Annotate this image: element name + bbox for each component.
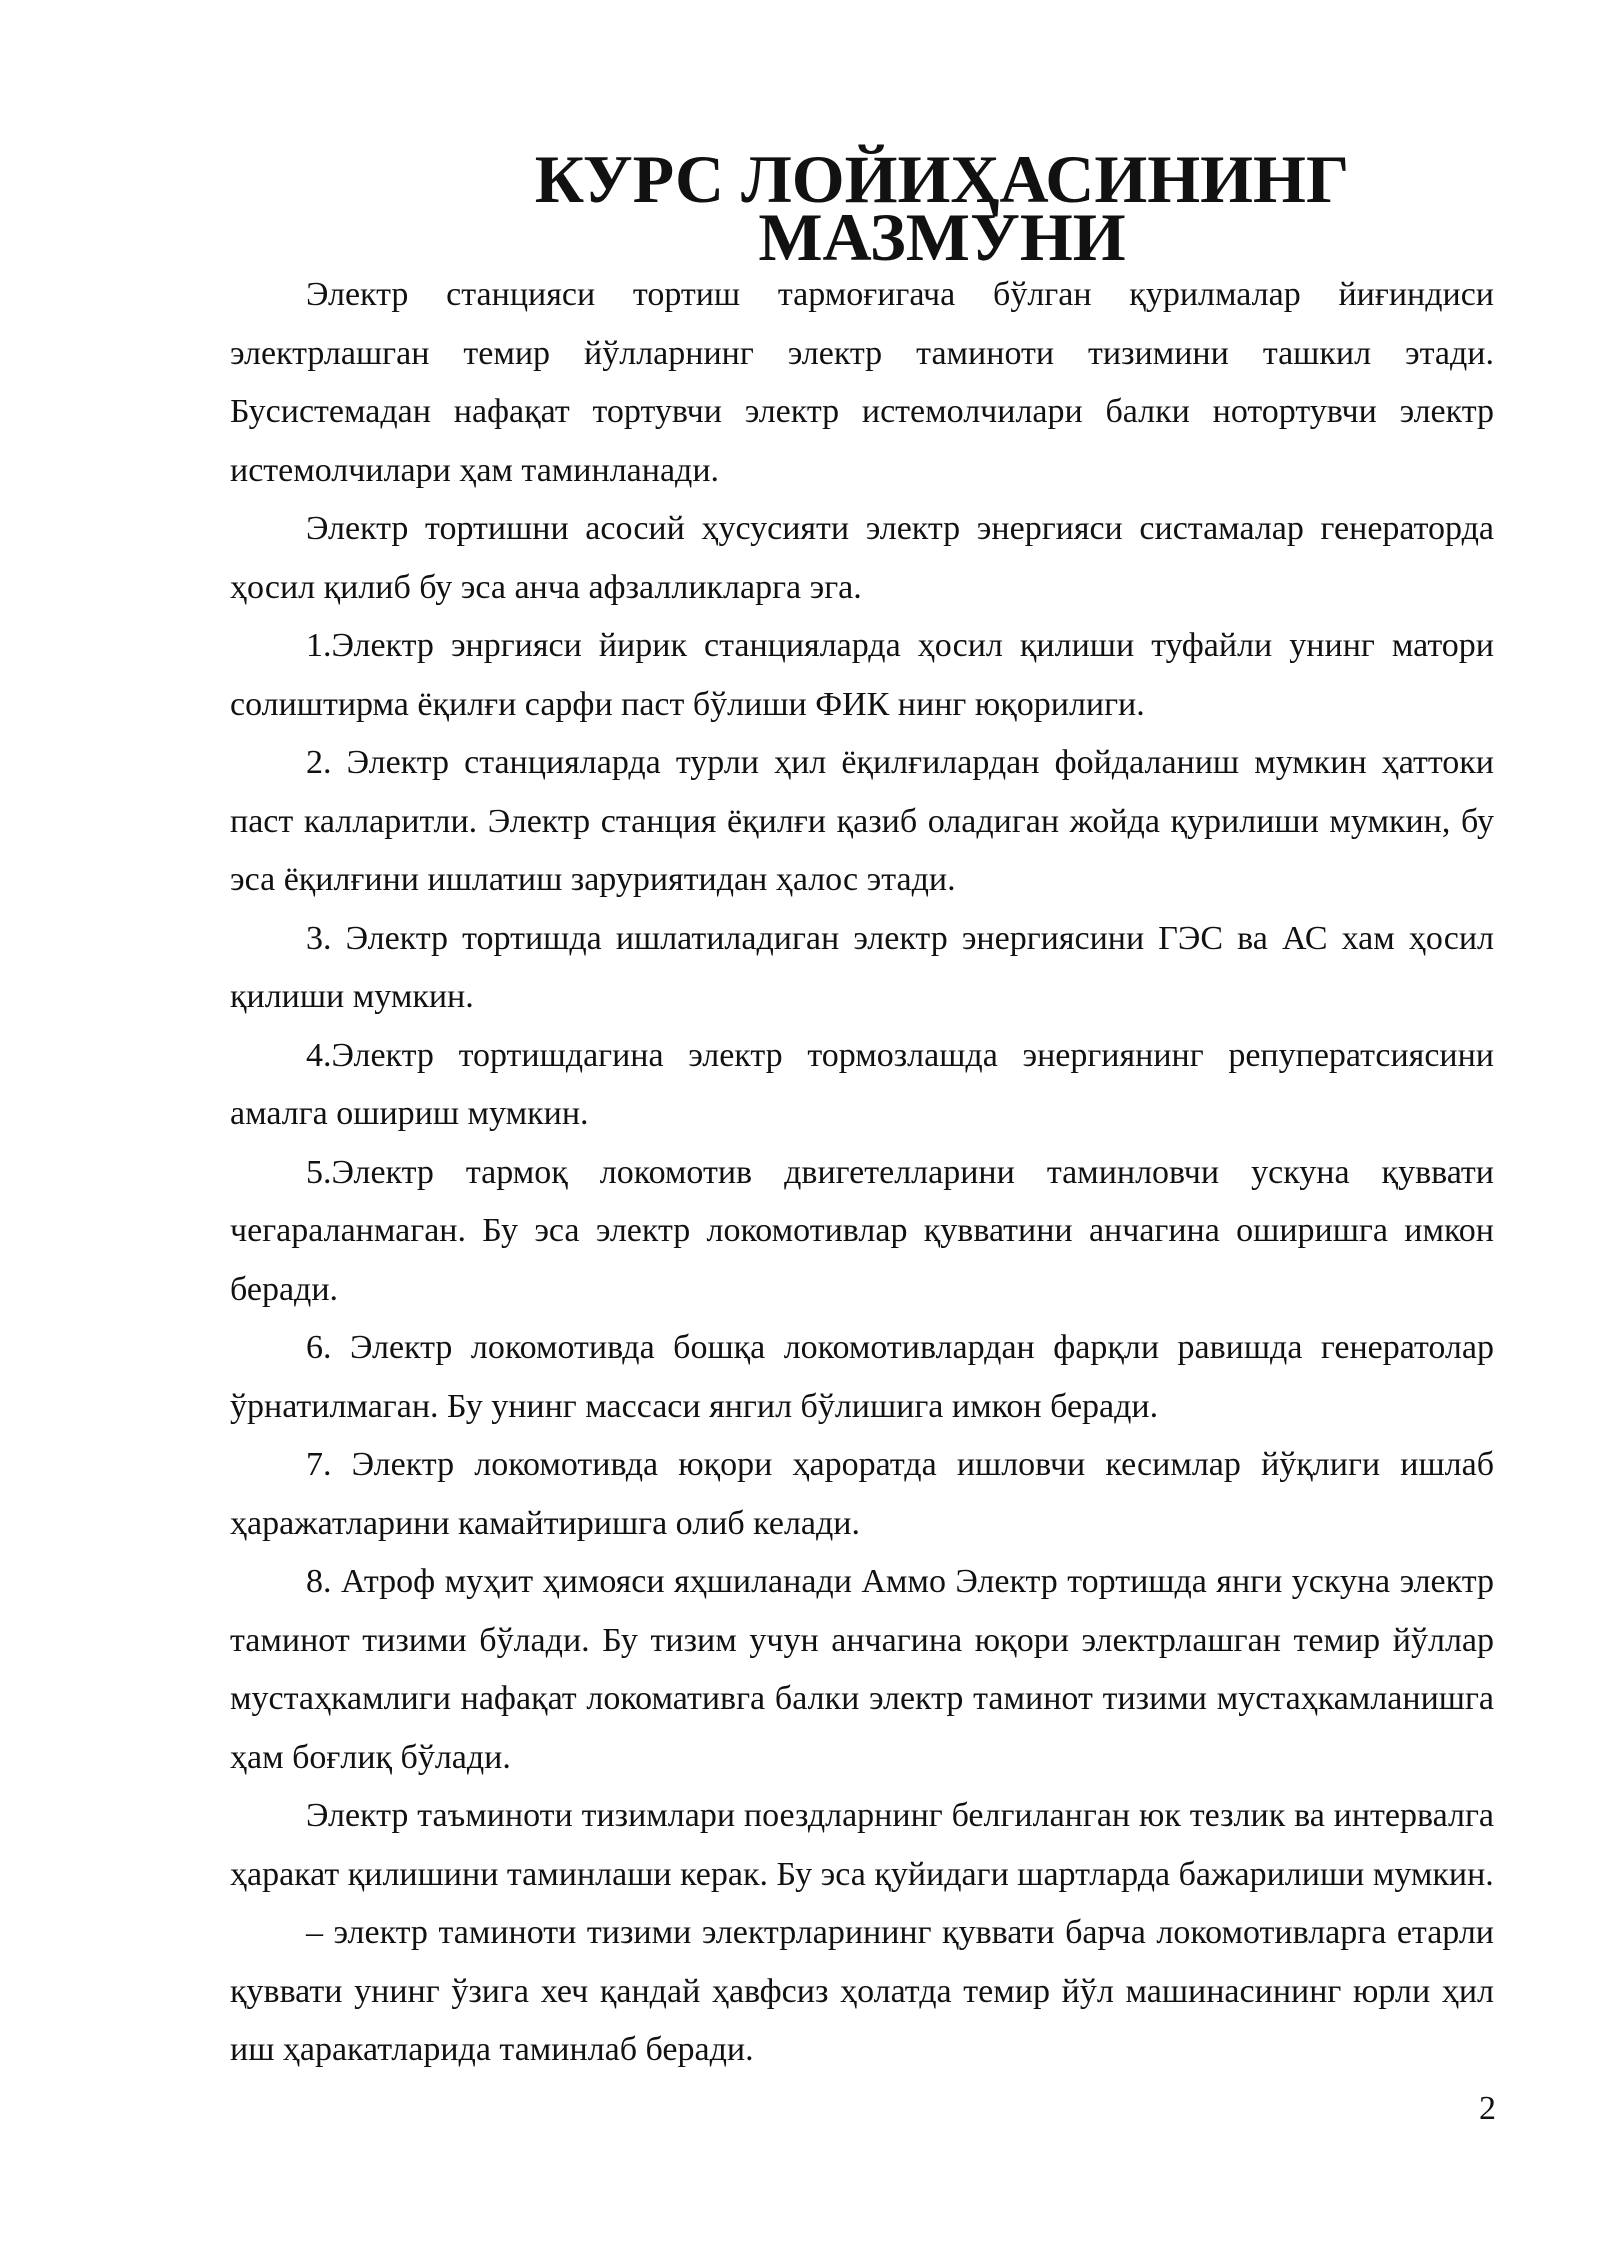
paragraph: 6. Электр локомотивда бошқа локомотивлардан фарқли равишда генератолар ўрнатилмаган. Бу унинг массаси янгил бўлишига имкон беради. [230, 1329, 1494, 1425]
paragraph: 2. Электр станцияларда турли ҳил ёқилғилардан фойдаланиш мумкин ҳаттоки паст калларитли. Электр станция ёқилғи қазиб оладиган жойда қурилиши мумкин, бу эса ёқилғини ишлатиш заруриятидан ҳалос этади. [230, 744, 1494, 898]
paragraph: Электр тортишни асосий ҳусусияти электр энергияси систамалар генераторда ҳосил қилиб бу эса анча афзалликларга эга. [230, 510, 1494, 606]
paragraph: Электр таъминоти тизимлари поездларнинг белгиланган юк тезлик ва интервалга ҳаракат қилишини таминлаши керак. Бу эса қуйидаги шартларда бажарилиши мумкин. [230, 1797, 1494, 1893]
document-body [230, 141, 1494, 2080]
document-title: КУРС ЛОЙИҲАСИНИНГ МАЗМУНИ [534, 141, 1350, 275]
paragraph: 8. Атроф муҳит ҳимояси яҳшиланади Аммо Электр тортишда янги ускуна электр таминот тизими бўлади. Бу тизим учун анчагина юқори электрлашган темир йўллар мустаҳкамлиги нафақат локомативга балки электр таминот тизими мустаҳкамланишга ҳам боғлиқ бўлади. [230, 1563, 1494, 1776]
paragraph: 3. Электр тортишда ишлатиладиган электр энергиясини ГЭС ва АС хам ҳосил қилиши мумкин. [230, 919, 1494, 1015]
paragraph: – электр таминоти тизими электрларининг қуввати барча локомотивларга етарли қуввати унинг ўзига хеч қандай ҳавфсиз ҳолатда темир йўл машинасининг юрли ҳил иш ҳаракатларида таминлаб беради. [230, 1914, 1494, 2068]
paragraph: 5.Электр тармоқ локомотив двигетелларини таминловчи ускуна қуввати чегараланмаган. Бу эса электр локомотивлар қувватини анчагина оширишга имкон беради. [230, 1153, 1494, 1308]
paragraph: Электр станцияси тортиш тармоғигача бўлган қурилмалар йиғиндиси электрлашган темир йўлларнинг электр таминоти тизимини ташкил этади. Бусистемадан нафақат тортувчи электр истемолчилари балки нотортувчи электр истемолчилари ҳам таминланади. [230, 276, 1494, 489]
paragraph: 4.Электр тортишдагина электр тормозлашда энергиянинг репуператсиясини амалга ошириш мумкин. [230, 1036, 1494, 1132]
paragraph: 7. Электр локомотивда юқори ҳароратда ишловчи кесимлар йўқлиги ишлаб ҳаражатларини камайтиришга олиб келади. [230, 1446, 1494, 1542]
paragraph: 1.Электр энргияси йирик станцияларда ҳосил қилиши туфайли унинг матори солиштирма ёқилғи сарфи паст бўлиши ФИК нинг юқорилиги. [230, 627, 1494, 723]
page-number: 2 [1479, 2090, 1496, 2127]
